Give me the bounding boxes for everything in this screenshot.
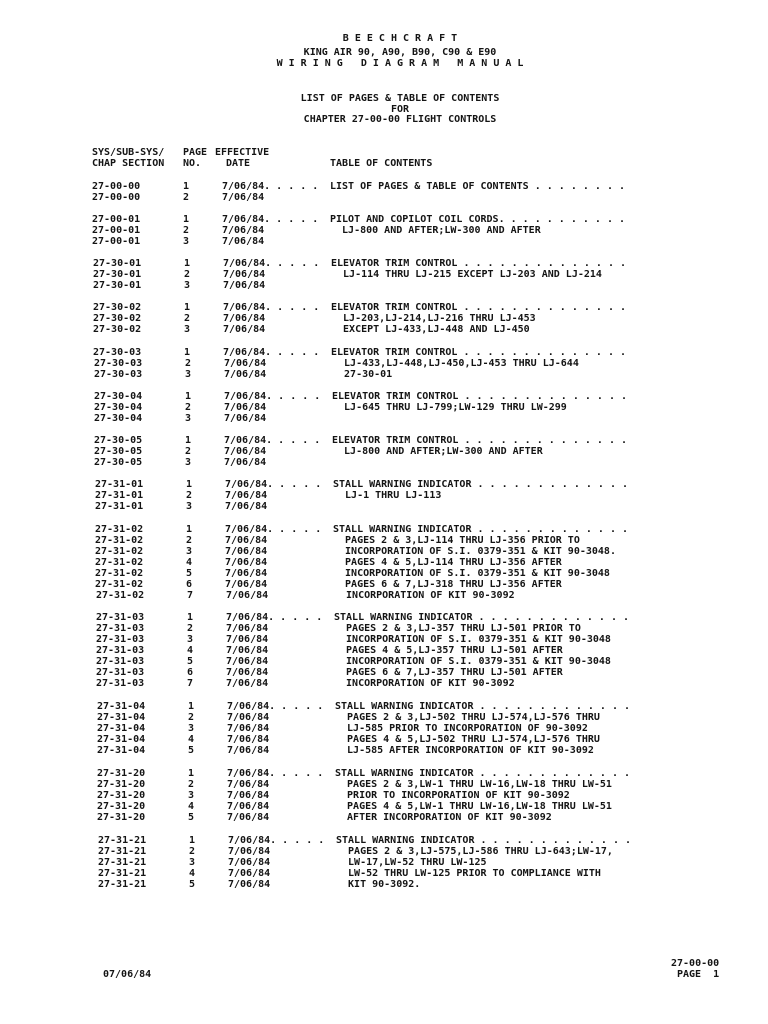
entry-page-number: 2 [186,490,193,501]
entry-effective-date: 7/06/84 [226,623,269,634]
entry-page-number: 7 [187,678,194,689]
entry-effective-date: 7/06/84. . . . . [223,347,320,358]
entry-page-number: 1 [185,391,192,402]
entry-sys-section: 27-30-04 [94,402,143,413]
entry-page-number: 2 [185,358,192,369]
entry-effective-date: 7/06/84 [227,745,270,756]
entry-effective-date: 7/06/84 [225,579,268,590]
entry-title: STALL WARNING INDICATOR . . . . . . . . . . . . . [335,768,631,779]
entry-sys-section: 27-31-20 [97,812,146,823]
entry-title: LJ-1 THRU LJ-113 [333,490,442,501]
entry-title: LJ-585 AFTER INCORPORATION OF KIT 90-3092 [335,745,594,756]
entry-effective-date: 7/06/84 [226,645,269,656]
entry-page-number: 1 [188,768,195,779]
entry-effective-date: 7/06/84 [223,324,266,335]
entry-page-number: 5 [188,812,195,823]
entry-title: INCORPORATION OF S.I. 0379-351 & KIT 90-3048 [333,568,610,579]
entry-sys-section: 27-31-01 [95,501,144,512]
entry-page-number: 1 [184,347,191,358]
entry-page-number: 4 [188,801,195,812]
entry-page-number: 1 [187,612,194,623]
entry-title: ELEVATOR TRIM CONTROL . . . . . . . . . . . . . . [332,435,628,446]
entry-sys-section: 27-31-21 [98,857,147,868]
entry-title: PAGES 6 & 7,LJ-318 THRU LJ-356 AFTER [333,579,562,590]
entry-title: STALL WARNING INDICATOR . . . . . . . . . . . . . [334,612,630,623]
col-header-page-1: PAGE [183,147,208,158]
entry-title: PAGES 4 & 5,LW-1 THRU LW-16,LW-18 THRU LW-51 [335,801,612,812]
entry-effective-date: 7/06/84 [228,846,271,857]
entry-title: STALL WARNING INDICATOR . . . . . . . . . . . . . [333,479,629,490]
entry-effective-date: 7/06/84 [225,557,268,568]
entry-title: LJ-433,LJ-448,LJ-450,LJ-453 THRU LJ-644 [332,358,579,369]
entry-page-number: 2 [183,192,190,203]
title-line-3: CHAPTER 27-00-00 FLIGHT CONTROLS [303,114,497,125]
entry-title: PAGES 2 & 3,LW-1 THRU LW-16,LW-18 THRU LW-51 [335,779,612,790]
entry-title: LJ-203,LJ-214,LJ-216 THRU LJ-453 [331,313,536,324]
entry-page-number: 3 [188,790,195,801]
entry-page-number: 1 [183,181,190,192]
entry-title: LJ-645 THRU LJ-799;LW-129 THRU LW-299 [332,402,567,413]
entry-title: LIST OF PAGES & TABLE OF CONTENTS . . . . . . . . [330,181,626,192]
entry-page-number: 2 [185,446,192,457]
entry-sys-section: 27-31-01 [95,490,144,501]
entry-title: ELEVATOR TRIM CONTROL . . . . . . . . . . . . . . [331,258,627,269]
entry-page-number: 1 [185,435,192,446]
entry-page-number: 4 [186,557,193,568]
entry-sys-section: 27-00-01 [92,225,141,236]
entry-effective-date: 7/06/84 [228,879,271,890]
entry-effective-date: 7/06/84 [222,236,265,247]
entry-title: KIT 90-3092. [336,879,421,890]
entry-effective-date: 7/06/84 [223,313,266,324]
entry-effective-date: 7/06/84. . . . . [228,835,325,846]
entry-title: PAGES 6 & 7,LJ-357 THRU LJ-501 AFTER [334,667,563,678]
entry-effective-date: 7/06/84 [227,734,270,745]
title-line-1: LIST OF PAGES & TABLE OF CONTENTS [300,93,500,104]
entry-sys-section: 27-31-03 [96,645,145,656]
entry-effective-date: 7/06/84. . . . . [225,524,322,535]
entry-page-number: 3 [183,236,190,247]
entry-page-number: 2 [184,269,191,280]
entry-title: INCORPORATION OF S.I. 0379-351 & KIT 90-3048 [334,634,611,645]
entry-title: PAGES 4 & 5,LJ-357 THRU LJ-501 AFTER [334,645,563,656]
entry-title: EXCEPT LJ-433,LJ-448 AND LJ-450 [331,324,530,335]
entry-sys-section: 27-30-01 [93,258,142,269]
entry-title: PAGES 2 & 3,LJ-575,LJ-586 THRU LJ-643;LW-17, [336,846,613,857]
entry-page-number: 3 [184,280,191,291]
entry-sys-section: 27-31-02 [95,535,144,546]
entry-sys-section: 27-31-04 [97,701,146,712]
entry-title: PAGES 2 & 3,LJ-114 THRU LJ-356 PRIOR TO [333,535,580,546]
entry-title: INCORPORATION OF S.I. 0379-351 & KIT 90-3048. [333,546,616,557]
entry-page-number: 2 [189,846,196,857]
header-company: B E E C H C R A F T [342,33,458,44]
entry-page-number: 5 [187,656,194,667]
entry-page-number: 1 [183,214,190,225]
col-header-effective-2: DATE [226,158,251,169]
entry-title: INCORPORATION OF S.I. 0379-351 & KIT 90-3048 [334,656,611,667]
entry-sys-section: 27-31-03 [96,634,145,645]
entry-sys-section: 27-00-00 [92,192,141,203]
header-models: KING AIR 90, A90, B90, C90 & E90 [303,47,497,58]
entry-effective-date: 7/06/84 [226,590,269,601]
entry-effective-date: 7/06/84. . . . . [226,612,323,623]
entry-page-number: 3 [188,723,195,734]
entry-sys-section: 27-31-20 [97,790,146,801]
entry-sys-section: 27-30-03 [94,358,143,369]
entry-effective-date: 7/06/84 [228,868,271,879]
entry-effective-date: 7/06/84 [227,779,270,790]
entry-sys-section: 27-30-04 [94,391,143,402]
entry-sys-section: 27-31-20 [97,801,146,812]
entry-effective-date: 7/06/84 [224,402,267,413]
entry-page-number: 3 [184,324,191,335]
entry-page-number: 1 [184,302,191,313]
entry-effective-date: 7/06/84 [224,413,267,424]
entry-title: PAGES 4 & 5,LJ-502 THRU LJ-574,LJ-576 THRU [335,734,600,745]
entry-effective-date: 7/06/84. . . . . [223,258,320,269]
col-header-effective-1: EFFECTIVE [215,147,270,158]
entry-effective-date: 7/06/84 [226,667,269,678]
entry-sys-section: 27-31-03 [96,612,145,623]
entry-sys-section: 27-30-01 [93,280,142,291]
entry-title: PILOT AND COPILOT COIL CORDS. . . . . . . . . . . [330,214,626,225]
entry-title: LW-17,LW-52 THRU LW-125 [336,857,487,868]
entry-page-number: 5 [186,568,193,579]
entry-page-number: 1 [189,835,196,846]
entry-sys-section: 27-31-21 [98,868,147,879]
entry-sys-section: 27-31-21 [98,879,147,890]
entry-sys-section: 27-31-03 [96,656,145,667]
entry-sys-section: 27-30-03 [93,347,142,358]
entry-effective-date: 7/06/84 [226,634,269,645]
entry-title: AFTER INCORPORATION OF KIT 90-3092 [335,812,552,823]
entry-effective-date: 7/06/84 [224,358,267,369]
entry-page-number: 4 [187,645,194,656]
entry-title: PRIOR TO INCORPORATION OF KIT 90-3092 [335,790,570,801]
entry-sys-section: 27-30-02 [93,302,142,313]
entry-page-number: 2 [184,313,191,324]
entry-page-number: 4 [189,868,196,879]
entry-sys-section: 27-31-04 [97,745,146,756]
entry-page-number: 3 [189,857,196,868]
entry-sys-section: 27-31-02 [95,557,144,568]
entry-page-number: 6 [187,667,194,678]
entry-title: 27-30-01 [332,369,393,380]
entry-effective-date: 7/06/84. . . . . [222,214,319,225]
entry-sys-section: 27-00-01 [92,214,141,225]
entry-title: PAGES 4 & 5,LJ-114 THRU LJ-356 AFTER [333,557,562,568]
entry-page-number: 3 [186,501,193,512]
entry-effective-date: 7/06/84 [225,490,268,501]
entry-sys-section: 27-31-02 [96,590,145,601]
entry-sys-section: 27-30-05 [94,435,143,446]
entry-sys-section: 27-00-01 [92,236,141,247]
entry-page-number: 3 [185,457,192,468]
entry-title: LJ-800 AND AFTER;LW-300 AND AFTER [330,225,541,236]
entry-effective-date: 7/06/84 [228,857,271,868]
entry-title: LW-52 THRU LW-125 PRIOR TO COMPLIANCE WITH [336,868,601,879]
col-header-sys-2: CHAP SECTION [92,158,165,169]
entry-page-number: 2 [187,623,194,634]
title-line-2: FOR [390,104,410,115]
entry-effective-date: 7/06/84 [227,812,270,823]
entry-title: STALL WARNING INDICATOR . . . . . . . . . . . . . [336,835,632,846]
entry-page-number: 6 [186,579,193,590]
entry-page-number: 2 [185,402,192,413]
entry-page-number: 2 [186,535,193,546]
entry-page-number: 4 [188,734,195,745]
entry-page-number: 3 [186,546,193,557]
entry-page-number: 3 [185,369,192,380]
header-manual: W I R I N G D I A G R A M M A N U A L [276,58,524,69]
entry-title: ELEVATOR TRIM CONTROL . . . . . . . . . . . . . . [331,347,627,358]
entry-title: PAGES 2 & 3,LJ-502 THRU LJ-574,LJ-576 THRU [335,712,600,723]
footer-date: 07/06/84 [103,969,152,980]
entry-effective-date: 7/06/84 [227,801,270,812]
entry-sys-section: 27-30-03 [94,369,143,380]
entry-sys-section: 27-31-03 [96,678,145,689]
entry-effective-date: 7/06/84 [224,369,267,380]
entry-effective-date: 7/06/84. . . . . [222,181,319,192]
entry-effective-date: 7/06/84 [226,656,269,667]
entry-title: ELEVATOR TRIM CONTROL . . . . . . . . . . . . . . [332,391,628,402]
entry-effective-date: 7/06/84. . . . . [225,479,322,490]
entry-sys-section: 27-00-00 [92,181,141,192]
entry-effective-date: 7/06/84 [225,501,268,512]
entry-sys-section: 27-31-02 [95,546,144,557]
entry-effective-date: 7/06/84 [223,280,266,291]
entry-sys-section: 27-31-03 [96,623,145,634]
entry-sys-section: 27-31-21 [98,846,147,857]
col-header-toc: TABLE OF CONTENTS [330,158,433,169]
entry-sys-section: 27-31-02 [95,568,144,579]
entry-title: LJ-114 THRU LJ-215 EXCEPT LJ-203 AND LJ-214 [331,269,602,280]
entry-page-number: 1 [184,258,191,269]
entry-title: PAGES 2 & 3,LJ-357 THRU LJ-501 PRIOR TO [334,623,581,634]
entry-sys-section: 27-31-02 [95,579,144,590]
entry-sys-section: 27-31-04 [97,712,146,723]
entry-sys-section: 27-31-20 [97,768,146,779]
entry-page-number: 3 [185,413,192,424]
entry-title: STALL WARNING INDICATOR . . . . . . . . . . . . . [333,524,629,535]
entry-page-number: 1 [186,479,193,490]
col-header-sys-1: SYS/SUB-SYS/ [92,147,165,158]
entry-effective-date: 7/06/84 [227,723,270,734]
footer-page-number: PAGE 1 [677,969,720,980]
footer-section: 27-00-00 [671,958,720,969]
entry-effective-date: 7/06/84 [224,457,267,468]
entry-title: INCORPORATION OF KIT 90-3092 [334,590,515,601]
entry-effective-date: 7/06/84. . . . . [224,435,321,446]
entry-effective-date: 7/06/84 [224,446,267,457]
col-header-page-2: NO. [183,158,202,169]
entry-effective-date: 7/06/84 [227,790,270,801]
entry-page-number: 2 [183,225,190,236]
entry-effective-date: 7/06/84 [226,678,269,689]
entry-effective-date: 7/06/84 [225,535,268,546]
entry-effective-date: 7/06/84 [225,546,268,557]
entry-effective-date: 7/06/84 [222,192,265,203]
entry-effective-date: 7/06/84. . . . . [223,302,320,313]
entry-page-number: 1 [188,701,195,712]
entry-page-number: 2 [188,779,195,790]
entry-title: ELEVATOR TRIM CONTROL . . . . . . . . . . . . . . [331,302,627,313]
entry-sys-section: 27-30-05 [94,457,143,468]
entry-title: LJ-800 AND AFTER;LW-300 AND AFTER [332,446,543,457]
entry-page-number: 7 [187,590,194,601]
entry-sys-section: 27-31-04 [97,723,146,734]
entry-effective-date: 7/06/84 [222,225,265,236]
entry-title: LJ-585 PRIOR TO INCORPORATION OF 90-3092 [335,723,588,734]
entry-sys-section: 27-31-01 [95,479,144,490]
entry-page-number: 5 [189,879,196,890]
entry-effective-date: 7/06/84. . . . . [224,391,321,402]
entry-sys-section: 27-30-04 [94,413,143,424]
entry-page-number: 3 [187,634,194,645]
entry-effective-date: 7/06/84. . . . . [227,768,324,779]
entry-effective-date: 7/06/84 [223,269,266,280]
entry-sys-section: 27-31-02 [95,524,144,535]
entry-sys-section: 27-30-02 [93,324,142,335]
entry-effective-date: 7/06/84 [225,568,268,579]
entry-sys-section: 27-31-20 [97,779,146,790]
entry-title: STALL WARNING INDICATOR . . . . . . . . . . . . . [335,701,631,712]
entry-effective-date: 7/06/84 [227,712,270,723]
entry-sys-section: 27-30-01 [93,269,142,280]
entry-sys-section: 27-31-03 [96,667,145,678]
entry-effective-date: 7/06/84. . . . . [227,701,324,712]
entry-page-number: 1 [186,524,193,535]
entry-sys-section: 27-30-05 [94,446,143,457]
entry-sys-section: 27-31-21 [98,835,147,846]
entry-page-number: 2 [188,712,195,723]
entry-title: INCORPORATION OF KIT 90-3092 [334,678,515,689]
entry-page-number: 5 [188,745,195,756]
entry-sys-section: 27-31-04 [97,734,146,745]
entry-sys-section: 27-30-02 [93,313,142,324]
